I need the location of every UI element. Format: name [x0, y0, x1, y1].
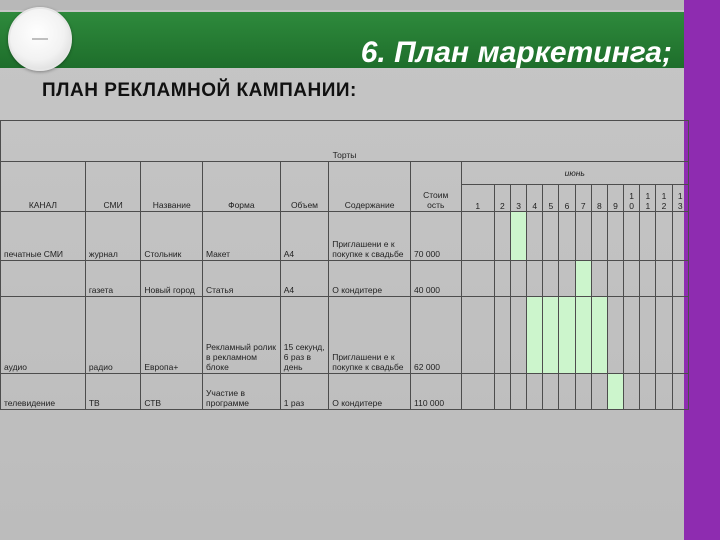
col-header-form: Форма: [202, 162, 280, 212]
schedule-cell: [527, 374, 543, 410]
top-strip: [0, 0, 684, 10]
schedule-cell: [591, 261, 607, 297]
slide-title: 6. План маркетинга;: [360, 36, 672, 69]
campaign-table: [0, 120, 689, 410]
schedule-cell: [559, 212, 575, 261]
schedule-cell: [672, 261, 688, 297]
schedule-cell: [607, 297, 623, 374]
cell-volume: А4: [280, 212, 328, 261]
col-header-name: Название: [141, 162, 203, 212]
schedule-cell: [559, 261, 575, 297]
day-header-12: 1 2: [656, 185, 672, 212]
day-header-11: 1 1: [640, 185, 656, 212]
schedule-cell: [527, 297, 543, 374]
cell-cost: 70 000: [411, 212, 462, 261]
cell-content: О кондитере: [329, 374, 411, 410]
table-row: [1, 261, 689, 297]
cell-form: Макет: [202, 212, 280, 261]
cell-media: журнал: [85, 212, 141, 261]
day-header-9: 9: [607, 185, 623, 212]
cell-media: ТВ: [85, 374, 141, 410]
schedule-cell: [672, 374, 688, 410]
month-header: июнь: [461, 162, 688, 185]
schedule-cell: [543, 212, 559, 261]
cell-form: Статья: [202, 261, 280, 297]
table-row: [1, 297, 689, 374]
col-header-cost: Стоим ость: [411, 162, 462, 212]
cell-cost: 110 000: [411, 374, 462, 410]
logo-dash: [32, 38, 48, 40]
cell-content: Приглашени е к покупке к свадьбе: [329, 212, 411, 261]
schedule-cell: [559, 297, 575, 374]
schedule-cell: [656, 212, 672, 261]
day-header-10: 1 0: [624, 185, 640, 212]
schedule-cell: [575, 297, 591, 374]
schedule-cell: [494, 212, 510, 261]
cell-volume: А4: [280, 261, 328, 297]
cell-cost: 62 000: [411, 297, 462, 374]
cell-form: Рекламный ролик в рекламном блоке: [202, 297, 280, 374]
schedule-cell: [624, 261, 640, 297]
schedule-cell: [494, 374, 510, 410]
schedule-cell: [575, 261, 591, 297]
schedule-cell: [461, 261, 494, 297]
schedule-cell: [640, 374, 656, 410]
schedule-cell: [527, 261, 543, 297]
right-accent-bar: [684, 0, 720, 540]
schedule-cell: [543, 297, 559, 374]
col-header-media: СМИ: [85, 162, 141, 212]
header-band: [0, 12, 684, 68]
cell-content: О кондитере: [329, 261, 411, 297]
table-row: [1, 374, 689, 410]
schedule-cell: [607, 261, 623, 297]
schedule-cell: [640, 212, 656, 261]
cell-content: Приглашени е к покупке к свадьбе: [329, 297, 411, 374]
cell-channel: печатные СМИ: [1, 212, 86, 261]
day-header-1: 1: [461, 185, 494, 212]
col-header-content: Содержание: [329, 162, 411, 212]
schedule-cell: [607, 374, 623, 410]
cell-channel: [1, 261, 86, 297]
cell-form: Участие в программе: [202, 374, 280, 410]
schedule-cell: [591, 212, 607, 261]
schedule-cell: [575, 374, 591, 410]
table-caption: Торты: [1, 121, 689, 162]
cell-channel: аудио: [1, 297, 86, 374]
schedule-cell: [511, 297, 527, 374]
schedule-cell: [511, 261, 527, 297]
schedule-cell: [656, 374, 672, 410]
table-row: [1, 212, 689, 261]
day-header-7: 7: [575, 185, 591, 212]
schedule-cell: [461, 212, 494, 261]
schedule-cell: [672, 212, 688, 261]
schedule-cell: [543, 374, 559, 410]
schedule-cell: [624, 374, 640, 410]
schedule-cell: [624, 297, 640, 374]
schedule-cell: [575, 212, 591, 261]
logo-circle-icon: [8, 7, 72, 71]
schedule-cell: [591, 374, 607, 410]
schedule-cell: [511, 212, 527, 261]
cell-name: Новый город: [141, 261, 203, 297]
day-header-5: 5: [543, 185, 559, 212]
cell-name: Европа+: [141, 297, 203, 374]
schedule-cell: [461, 374, 494, 410]
day-header-6: 6: [559, 185, 575, 212]
col-header-volume: Объем: [280, 162, 328, 212]
day-header-2: 2: [494, 185, 510, 212]
schedule-cell: [624, 212, 640, 261]
cell-volume: 15 секунд, 6 раз в день: [280, 297, 328, 374]
cell-volume: 1 раз: [280, 374, 328, 410]
day-header-13: 1 3: [672, 185, 688, 212]
cell-name: СТВ: [141, 374, 203, 410]
cell-cost: 40 000: [411, 261, 462, 297]
schedule-cell: [672, 297, 688, 374]
schedule-cell: [656, 297, 672, 374]
cell-media: радио: [85, 297, 141, 374]
day-header-8: 8: [591, 185, 607, 212]
schedule-cell: [461, 297, 494, 374]
schedule-cell: [640, 297, 656, 374]
schedule-cell: [494, 261, 510, 297]
cell-name: Стольник: [141, 212, 203, 261]
cell-channel: телевидение: [1, 374, 86, 410]
col-header-channel: КАНАЛ: [1, 162, 86, 212]
schedule-cell: [640, 261, 656, 297]
schedule-cell: [527, 212, 543, 261]
schedule-cell: [591, 297, 607, 374]
schedule-cell: [607, 212, 623, 261]
day-header-4: 4: [527, 185, 543, 212]
schedule-cell: [494, 297, 510, 374]
schedule-cell: [543, 261, 559, 297]
schedule-cell: [511, 374, 527, 410]
cell-media: газета: [85, 261, 141, 297]
section-title: ПЛАН РЕКЛАМНОЙ КАМПАНИИ:: [42, 80, 357, 101]
schedule-cell: [559, 374, 575, 410]
schedule-cell: [656, 261, 672, 297]
day-header-3: 3: [511, 185, 527, 212]
